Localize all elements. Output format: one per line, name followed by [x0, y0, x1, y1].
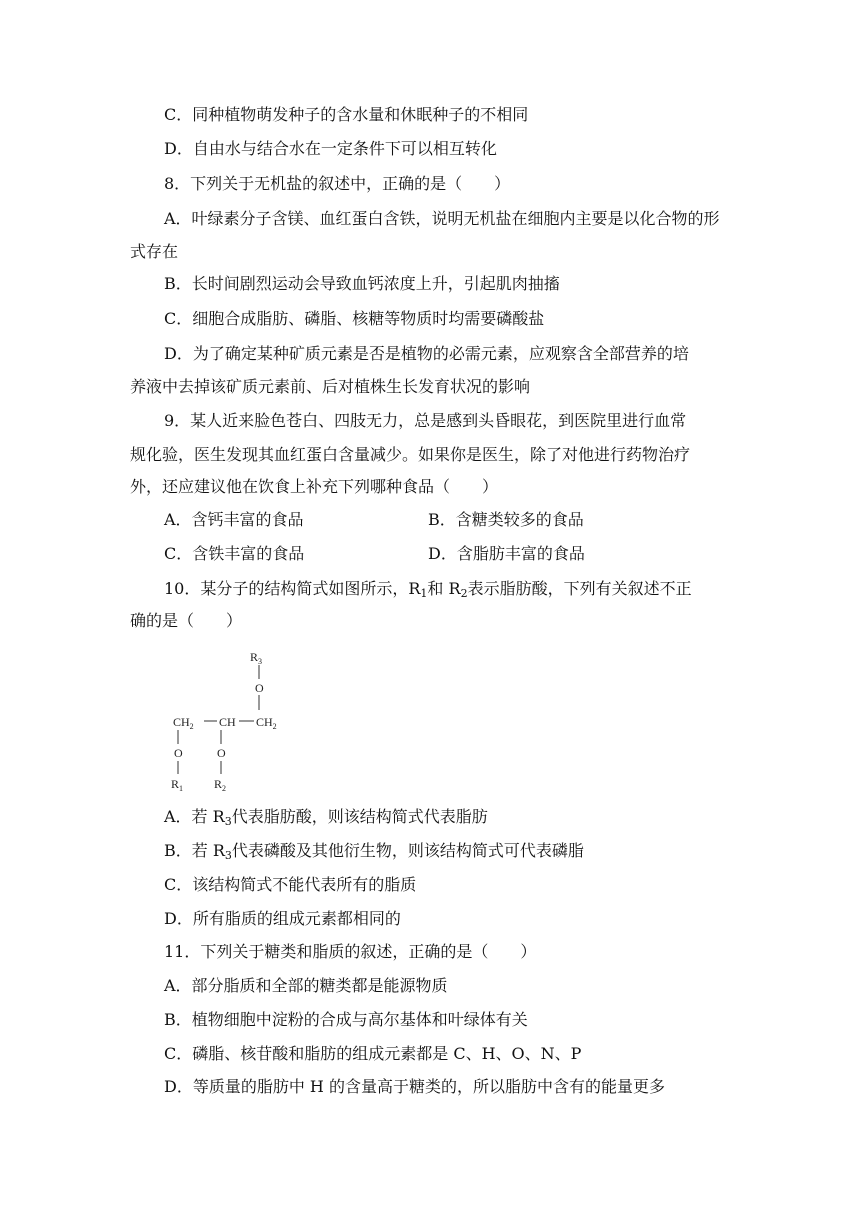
q8-option-c: C．细胞合成脂肪、磷脂、核糖等物质时均需要磷酸盐 [164, 309, 545, 328]
glycerol-ester-structure-figure [160, 648, 300, 794]
o2-label: O [217, 746, 226, 760]
q9-option-b: B．含糖类较多的食品 [428, 510, 584, 529]
o1-label: O [174, 746, 183, 760]
q10-option-a-part1: A．若 R [164, 807, 225, 826]
q10-stem-line2: 确的是（ ） [130, 611, 243, 630]
q10-option-a-part2: 代表脂肪酸，则该结构简式代表脂肪 [231, 807, 488, 826]
q8-option-d-line1: D．为了确定某种矿质元素是否是植物的必需元素，应观察含全部营养的培 [164, 344, 689, 363]
q11-option-d: D．等质量的脂肪中 H 的含量高于糖类的，所以脂肪中含有的能量更多 [164, 1077, 665, 1096]
ch-label: CH [219, 715, 236, 729]
r1-label: $R_1$ [171, 777, 184, 793]
ch2-left-label: $CH_2$ [173, 715, 194, 731]
q7-option-c: C．同种植物萌发种子的含水量和休眠种子的不相同 [164, 105, 529, 124]
q9-stem-line2: 规化验，医生发现其血红蛋白含量减少。如果你是医生，除了对他进行药物治疗 [130, 445, 691, 464]
q8-stem: 8．下列关于无机盐的叙述中，正确的是（ ） [164, 174, 511, 193]
q10-option-a [164, 806, 488, 828]
q9-option-c: C．含铁丰富的食品 [164, 544, 305, 563]
q10-option-c: C．该结构简式不能代表所有的脂质 [164, 875, 417, 894]
q10-option-d: D．所有脂质的组成元素都相同的 [164, 909, 401, 928]
q11-option-c: C．磷脂、核苷酸和脂肪的组成元素都是 C、H、O、N、P [164, 1044, 582, 1063]
q10-option-b [164, 840, 584, 862]
q11-option-b: B．植物细胞中淀粉的合成与高尔基体和叶绿体有关 [164, 1010, 528, 1029]
q10-option-b-part1: B．若 R [164, 841, 225, 860]
q8-option-d-line2: 养液中去掉该矿质元素前、后对植株生长发育状况的影响 [130, 377, 531, 396]
q9-stem-line1: 9．某人近来脸色苍白、四肢无力，总是感到头昏眼花，到医院里进行血常 [164, 411, 687, 430]
ch2-right-label: $CH_2$ [256, 715, 277, 731]
q11-stem: 11．下列关于糖类和脂质的叙述，正确的是（ ） [164, 942, 537, 961]
r3-label: $R_3$ [250, 650, 263, 666]
q7-option-d: D．自由水与结合水在一定条件下可以相互转化 [164, 139, 497, 158]
q10-option-b-part2: 代表磷酸及其他衍生物，则该结构简式可代表磷脂 [231, 841, 584, 860]
q8-option-b: B．长时间剧烈运动会导致血钙浓度上升，引起肌肉抽搐 [164, 274, 560, 293]
q10-stem-part-a: 10．某分子的结构简式如图所示，R [164, 579, 421, 598]
q10-option-b-sub: 3 [224, 849, 232, 862]
q9-option-a: A．含钙丰富的食品 [164, 510, 304, 529]
q10-stem-part-b: 和 R [427, 579, 461, 598]
q10-option-a-sub: 3 [224, 815, 232, 828]
q10-stem-sub1: 1 [420, 587, 428, 600]
o3-label: O [255, 681, 264, 695]
q11-option-a: A．部分脂质和全部的糖类都是能源物质 [164, 976, 448, 995]
q8-option-a-line1: A．叶绿素分子含镁、血红蛋白含铁，说明无机盐在细胞内主要是以化合物的形 [164, 209, 720, 228]
q10-stem-sub2: 2 [460, 587, 468, 600]
q9-option-d: D．含脂肪丰富的食品 [428, 544, 585, 563]
r2-label: $R_2$ [214, 777, 227, 793]
q10-stem-line1 [164, 578, 692, 600]
q8-option-a-line2: 式存在 [130, 242, 179, 261]
q10-stem-part-c: 表示脂肪酸，下列有关叙述不正 [467, 579, 692, 598]
q9-stem-line3: 外，还应建议他在饮食上补充下列哪种食品（ ） [130, 477, 499, 496]
